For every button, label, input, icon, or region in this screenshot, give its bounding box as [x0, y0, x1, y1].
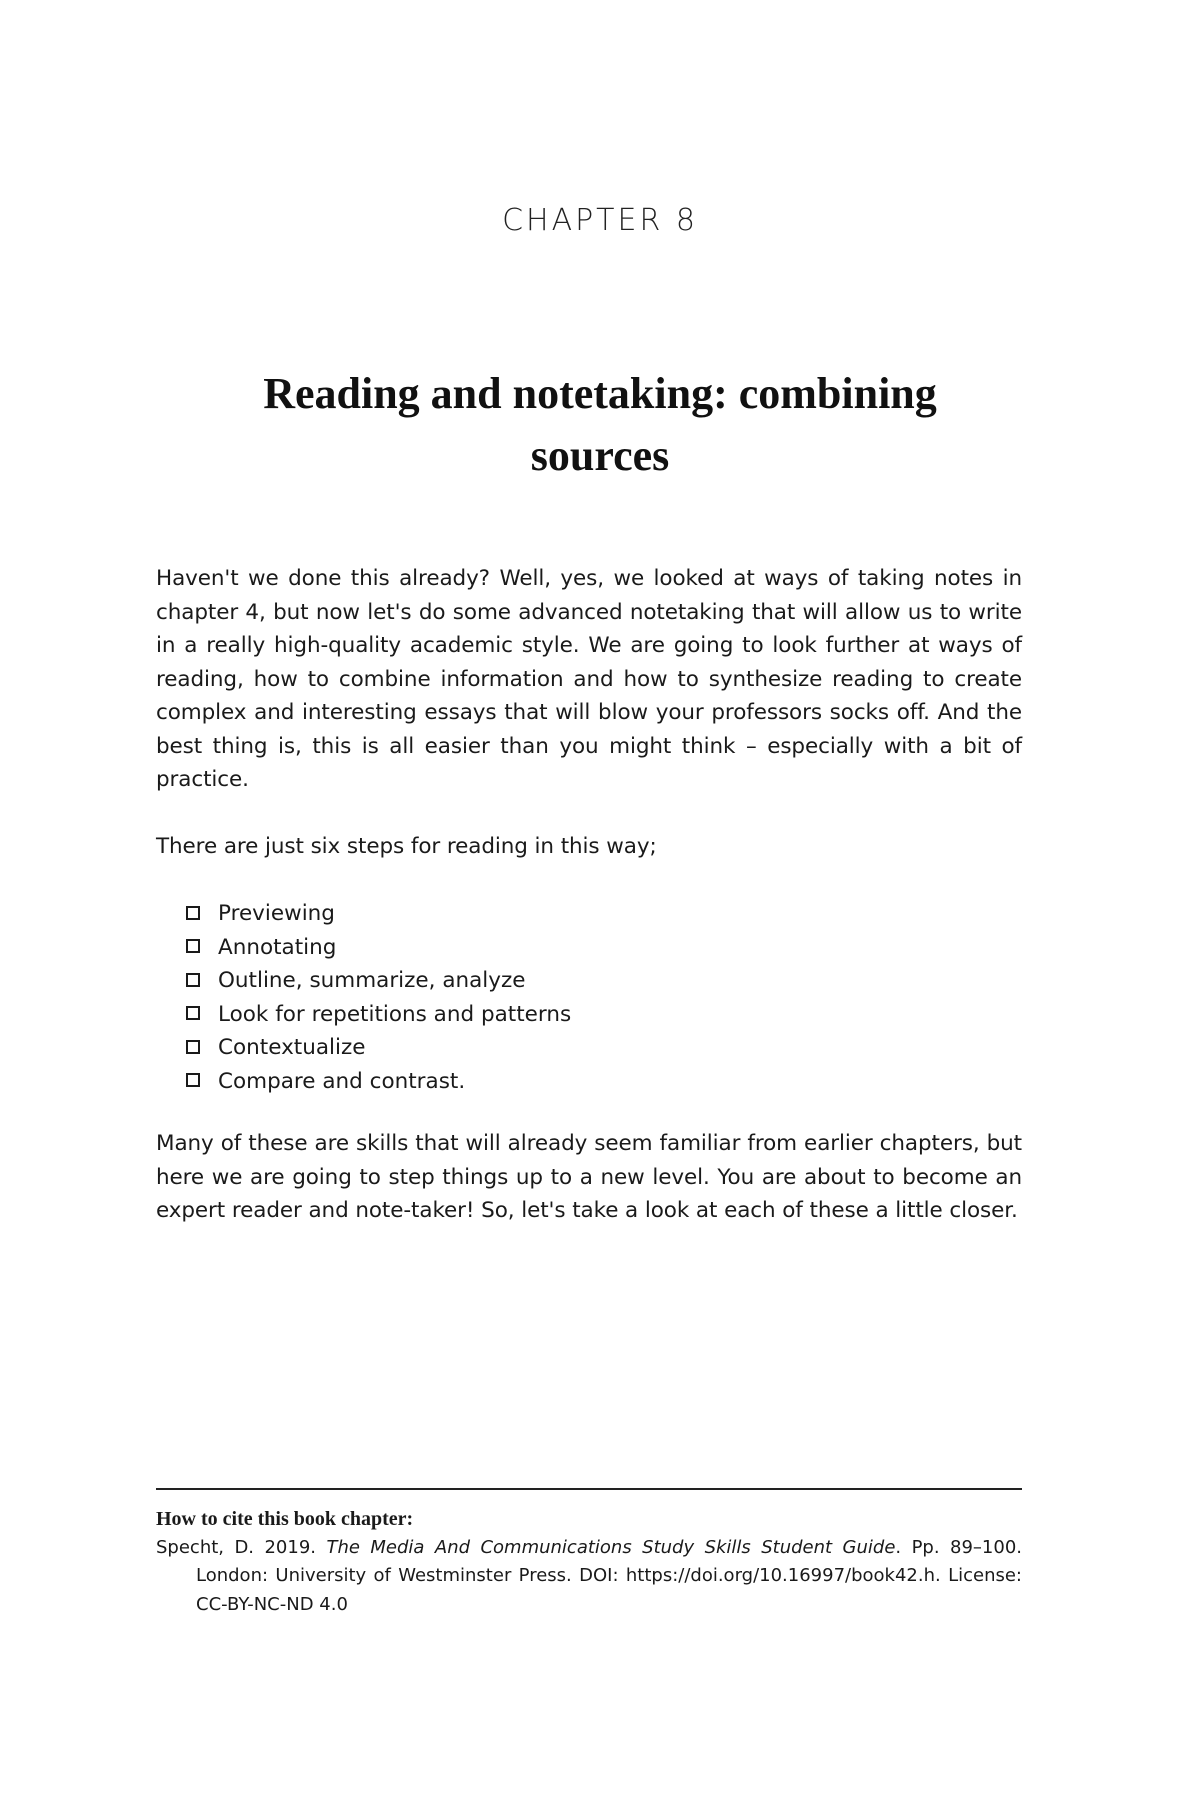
citation-heading: How to cite this book chapter:: [156, 1508, 414, 1530]
step-label: Look for repetitions and patterns: [218, 1001, 572, 1027]
citation-details: . Pp. 89–100. London: University of Westminster Press. DOI: https://doi.org/10.16997/book42.h. License: CC-BY-NC-ND 4.0: [196, 1536, 1022, 1615]
step-label: Annotating: [218, 934, 337, 960]
citation-author-year: Specht, D. 2019.: [156, 1536, 327, 1558]
checkbox-icon: [186, 1006, 200, 1020]
footnote-divider: [156, 1488, 1022, 1490]
chapter-label: CHAPTER 8: [502, 203, 698, 238]
list-item: [186, 1065, 1006, 1099]
citation-block: [156, 1505, 1022, 1619]
step-label: Compare and contrast.: [218, 1068, 466, 1094]
intro-paragraph: Haven't we done this already? Well, yes, we looked at ways of taking notes in chapter 4, but now let's do some advanced notetaking that will allow us to write in a really high-quality academic style. We are going to look further at ways of reading, how to combine information and how to synthesize reading to create complex and interesting essays that will blow your professors socks off. And the best thing is, this is all easier than you might think – especially with a bit of practice.: [156, 566, 1022, 792]
checkbox-icon: [186, 906, 200, 920]
list-item: [186, 998, 1006, 1032]
citation-text: [156, 1534, 1022, 1620]
closing-paragraph: Many of these are skills that will already seem familiar from earlier chapters, but here we are going to step things up to a new level. You are about to become an expert reader and note-taker! So, let's take a look at each of these a little closer.: [156, 1131, 1022, 1223]
step-label: Contextualize: [218, 1035, 366, 1060]
checkbox-icon: [186, 973, 200, 987]
list-item: [186, 931, 1006, 965]
list-item: [186, 897, 1006, 931]
list-item: [186, 964, 1006, 998]
step-label: Outline, summarize, analyze: [218, 968, 526, 993]
citation-book-title: The Media And Communications Study Skills Student Guide: [326, 1536, 896, 1558]
chapter-title: Reading and notetaking: combining sources: [263, 369, 937, 480]
checkbox-icon: [186, 1040, 200, 1054]
steps-list: [186, 897, 1006, 1098]
checkbox-icon: [186, 939, 200, 953]
list-item: [186, 1031, 1006, 1065]
checkbox-icon: [186, 1073, 200, 1087]
steps-intro: There are just six steps for reading in this way;: [156, 834, 657, 859]
step-label: Previewing: [218, 901, 335, 926]
